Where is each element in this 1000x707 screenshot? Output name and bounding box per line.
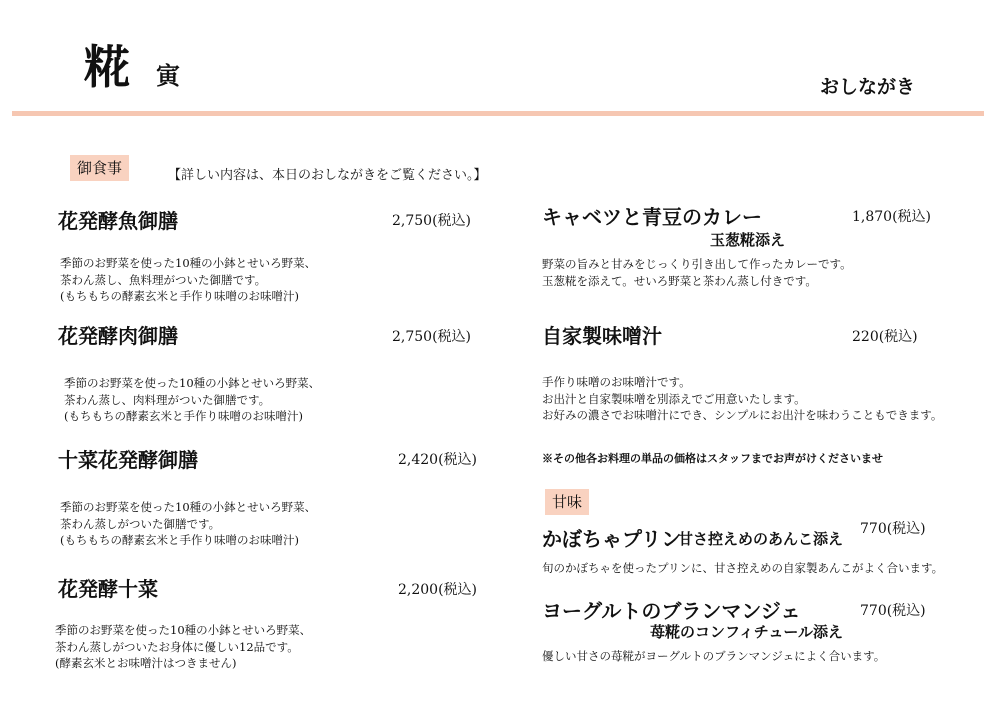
description-line: 茶わん蒸し、魚料理がついた御膳です。 bbox=[60, 272, 267, 287]
description-line: (もちもちの酵素玄米と手作り味噌のお味噌汁) bbox=[64, 409, 303, 423]
item-price: 2,750(税込) bbox=[392, 213, 472, 229]
description-line: (酵素玄米とお味噌汁はつきません) bbox=[55, 656, 237, 670]
item-subtitle: 苺糀のコンフィチュール添え bbox=[650, 623, 844, 641]
item-price: 770(税込) bbox=[860, 603, 926, 619]
logo-main: 糀 bbox=[84, 40, 130, 94]
item-description bbox=[542, 648, 885, 665]
other-items-note: ※その他各お料理の単品の価格はスタッフまでお声がけくださいませ bbox=[542, 452, 883, 465]
item-description bbox=[60, 255, 316, 305]
item-name: 十菜花発酵御膳 bbox=[58, 448, 198, 472]
category-label-meal: 御食事 bbox=[70, 155, 129, 181]
item-name: 花発酵肉御膳 bbox=[58, 324, 178, 348]
item-name: かぼちゃプリン bbox=[542, 527, 682, 551]
description-line: 茶わん蒸しがついた御膳です。 bbox=[60, 516, 221, 531]
item-price: 220(税込) bbox=[852, 329, 918, 345]
header-divider bbox=[12, 111, 984, 116]
item-price: 1,870(税込) bbox=[852, 209, 932, 225]
item-price: 2,420(税込) bbox=[398, 452, 478, 468]
item-description bbox=[542, 560, 943, 577]
description-line: 手作り味噌のお味噌汁です。 bbox=[542, 375, 691, 389]
item-price: 770(税込) bbox=[860, 521, 926, 537]
item-name: 花発酵十菜 bbox=[58, 577, 158, 601]
description-line: 季節のお野菜を使った10種の小鉢とせいろ野菜、 bbox=[64, 376, 321, 390]
description-line: (もちもちの酵素玄米と手作り味噌のお味噌汁) bbox=[60, 289, 299, 303]
item-name: 花発酵魚御膳 bbox=[58, 209, 178, 233]
item-name: キャベツと青豆のカレー bbox=[542, 205, 762, 229]
description-line: 旬のかぼちゃを使ったプリンに、甘さ控えめの自家製あんこがよく合います。 bbox=[542, 561, 944, 575]
description-line: 茶わん蒸しがついたお身体に優しい12品です。 bbox=[55, 639, 299, 654]
item-subtitle: 玉葱糀添え bbox=[710, 231, 786, 249]
description-line: 茶わん蒸し、肉料理がついた御膳です。 bbox=[64, 392, 271, 407]
item-description bbox=[55, 622, 311, 672]
item-name: ヨーグルトのブランマンジェ bbox=[542, 599, 801, 623]
item-price: 2,200(税込) bbox=[398, 582, 478, 598]
item-description bbox=[542, 374, 942, 424]
menu-heading: おしながき bbox=[820, 76, 916, 98]
menu-note: 【詳しい内容は、本日のおしながきをご覧ください。】 bbox=[168, 168, 487, 183]
category-label-sweets: 甘味 bbox=[545, 489, 589, 515]
description-line: 季節のお野菜を使った10種の小鉢とせいろ野菜、 bbox=[55, 623, 312, 637]
description-line: 季節のお野菜を使った10種の小鉢とせいろ野菜、 bbox=[60, 500, 317, 514]
description-line: お出汁と自家製味噌を別添えでご用意いたします。 bbox=[542, 391, 806, 406]
item-price: 2,750(税込) bbox=[392, 329, 472, 345]
item-description bbox=[64, 375, 320, 425]
description-line: 野菜の旨みと甘みをじっくり引き出して作ったカレーです。 bbox=[542, 257, 852, 271]
item-description bbox=[60, 499, 316, 549]
description-line: (もちもちの酵素玄米と手作り味噌のお味噌汁) bbox=[60, 533, 299, 547]
item-name: 自家製味噌汁 bbox=[542, 324, 662, 348]
description-line: お好みの濃さでお味噌汁にでき、シンプルにお出汁を味わうこともできます。 bbox=[542, 408, 943, 422]
logo-sub: 寅 bbox=[156, 61, 180, 90]
description-line: 優しい甘さの苺糀がヨーグルトのブランマンジェによく合います。 bbox=[542, 649, 886, 663]
description-line: 玉葱糀を添えて。せいろ野菜と茶わん蒸し付きです。 bbox=[542, 273, 817, 288]
item-description bbox=[542, 256, 852, 289]
item-subtitle: 甘さ控えめのあんこ添え bbox=[678, 530, 844, 548]
description-line: 季節のお野菜を使った10種の小鉢とせいろ野菜、 bbox=[60, 256, 317, 270]
